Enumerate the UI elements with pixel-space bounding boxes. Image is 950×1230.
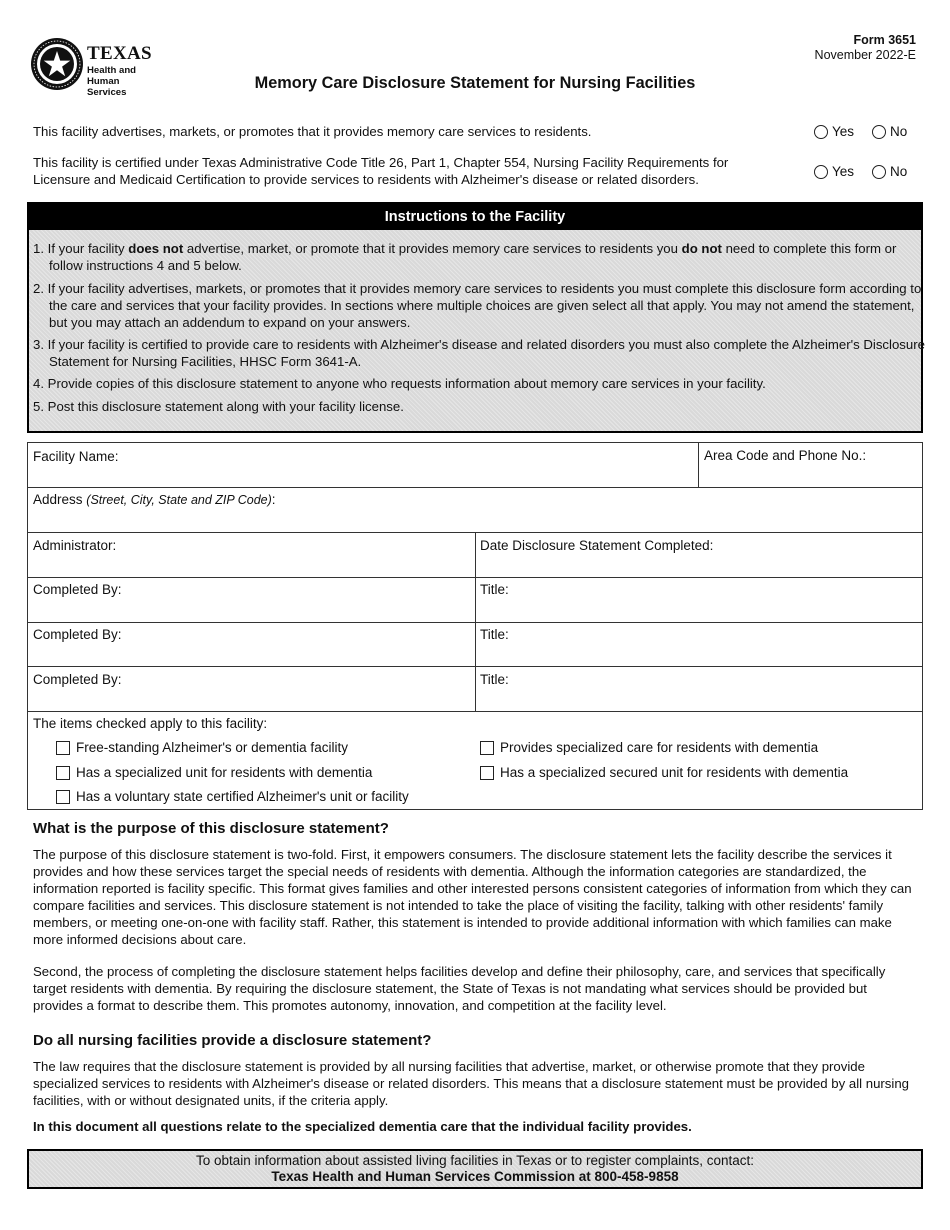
question-advertises: This facility advertises, markets, or promotes that it provides memory care services to residents. bbox=[33, 124, 592, 139]
logo-text-hhs: Health and Human Services bbox=[87, 65, 137, 98]
contact-footer bbox=[27, 1149, 923, 1189]
instruction-item: 5. Post this disclosure statement along with your facility license. bbox=[33, 399, 404, 414]
advertises-yes-label: Yes bbox=[832, 124, 855, 139]
checkbox-state-certified[interactable]: Has a voluntary state certified Alzheimer's unit or facility bbox=[56, 789, 409, 804]
checkbox-free-standing[interactable]: Free-standing Alzheimer's or dementia facility bbox=[56, 740, 348, 755]
certified-no-label: No bbox=[890, 164, 908, 179]
date-completed-field[interactable]: Date Disclosure Statement Completed: bbox=[480, 538, 714, 553]
completed-by-field-2[interactable]: Completed By: bbox=[33, 627, 122, 642]
form-number: Form 3651 bbox=[853, 33, 916, 47]
certified-yes-radio[interactable] bbox=[814, 165, 828, 179]
advertises-no-radio[interactable] bbox=[872, 125, 886, 139]
certified-no-radio[interactable] bbox=[872, 165, 886, 179]
contact-line-2: Texas Health and Human Services Commission at 800-458-9858 bbox=[271, 1169, 679, 1184]
certified-yes-label: Yes bbox=[832, 164, 855, 179]
purpose-paragraph-1: The purpose of this disclosure statement is two-fold. First, it empowers consumers. The disclosure statement lets the facility describe the services it provides and how these services target the special needs of residents with dementia. Although the information categories are standardized, the information reported is facility specific. This format gives families and other interested persons consistent categories of information from which they can compare facilities and services. This disclosure statement is not intended to take the place of visiting the facility, talking with other residents' family members, or meeting one-on-one with facility staff. Rather, this statement is intended to provide additional information with which families can make more informed decisions about care. bbox=[33, 847, 912, 947]
instruction-item: 2. If your facility advertises, markets, or promotes that it provides memory care services to residents you must complete this disclosure form according to the care and services that your facility provides. In sections where multiple choices are given select all that apply. You may not amend the statement, but you may attach an addendum to expand on your answers. bbox=[33, 281, 922, 330]
checkbox-icon[interactable] bbox=[56, 790, 70, 804]
checked-items-intro: The items checked apply to this facility: bbox=[33, 716, 268, 731]
title-field-1[interactable]: Title: bbox=[480, 582, 509, 597]
address-field[interactable]: Address (Street, City, State and ZIP Code): bbox=[33, 492, 276, 507]
all-facilities-heading: Do all nursing facilities provide a disclosure statement? bbox=[33, 1032, 432, 1049]
checkbox-icon[interactable] bbox=[480, 766, 494, 780]
question-advertises-options bbox=[814, 124, 907, 139]
title-field-2[interactable]: Title: bbox=[480, 627, 509, 642]
form-date: November 2022-E bbox=[814, 48, 916, 62]
instructions-box bbox=[27, 202, 923, 433]
purpose-heading: What is the purpose of this disclosure statement? bbox=[33, 820, 389, 837]
instruction-item: 1. If your facility does not advertise, market, or promote that it provides memory care services to residents you do not need to complete this form or follow instructions 4 and 5 below. bbox=[33, 241, 897, 273]
instruction-item: 4. Provide copies of this disclosure statement to anyone who requests information about memory care services in your facility. bbox=[33, 376, 766, 391]
facility-name-field[interactable]: Facility Name: bbox=[33, 449, 119, 464]
checkbox-specialized-care[interactable]: Provides specialized care for residents with dementia bbox=[480, 740, 818, 755]
question-certified: This facility is certified under Texas Administrative Code Title 26, Part 1, Chapter 554, Nursing Facility Requirements for Licensure and Medicaid Certification to provide services to residents with Alzheimer's disease or related disorders. bbox=[33, 155, 729, 187]
completed-by-field-1[interactable]: Completed By: bbox=[33, 582, 122, 597]
phone-field[interactable]: Area Code and Phone No.: bbox=[704, 448, 867, 463]
form-number-block bbox=[815, 33, 916, 63]
facility-info-table bbox=[27, 442, 923, 810]
instructions-heading: Instructions to the Facility bbox=[29, 204, 921, 230]
purpose-paragraph-2: Second, the process of completing the disclosure statement helps facilities develop and define their philosophy, care, and services that specifically target residents with dementia. By requiring the disclosure statement, the State of Texas is not mandating what services should be provided but provides a format to describe them. This promotes autonomy, innovation, and competition at the facility level. bbox=[33, 964, 886, 1013]
question-certified-options bbox=[814, 164, 907, 179]
title-field-3[interactable]: Title: bbox=[480, 672, 509, 687]
logo-text-texas: TEXAS bbox=[87, 43, 152, 64]
checkbox-icon[interactable] bbox=[56, 741, 70, 755]
dementia-care-note: In this document all questions relate to the specialized dementia care that the individual facility provides. bbox=[33, 1119, 692, 1134]
page-title: Memory Care Disclosure Statement for Nursing Facilities bbox=[254, 74, 696, 92]
instruction-item: 3. If your facility is certified to provide care to residents with Alzheimer's disease and related disorders you must also complete the Alzheimer's Disclosure Statement for Nursing Facilities, HHSC Form 3641-A. bbox=[33, 337, 925, 369]
advertises-yes-radio[interactable] bbox=[814, 125, 828, 139]
advertises-no-label: No bbox=[890, 124, 908, 139]
all-facilities-paragraph: The law requires that the disclosure statement is provided by all nursing facilities that advertise, market, or otherwise promote that they provide specialized services to residents with Alzheimer's disease or related disorders. This means that a disclosure statement must be provided by all nursing facilities, with or without designated units, if the criteria apply. bbox=[33, 1059, 909, 1108]
administrator-field[interactable]: Administrator: bbox=[33, 538, 117, 553]
checkbox-icon[interactable] bbox=[480, 741, 494, 755]
checkbox-icon[interactable] bbox=[56, 766, 70, 780]
completed-by-field-3[interactable]: Completed By: bbox=[33, 672, 122, 687]
contact-line-1: To obtain information about assisted living facilities in Texas or to register complaints, contact: bbox=[195, 1153, 755, 1168]
checkbox-secured-unit[interactable]: Has a specialized secured unit for residents with dementia bbox=[480, 765, 848, 780]
checkbox-specialized-unit[interactable]: Has a specialized unit for residents with dementia bbox=[56, 765, 372, 780]
